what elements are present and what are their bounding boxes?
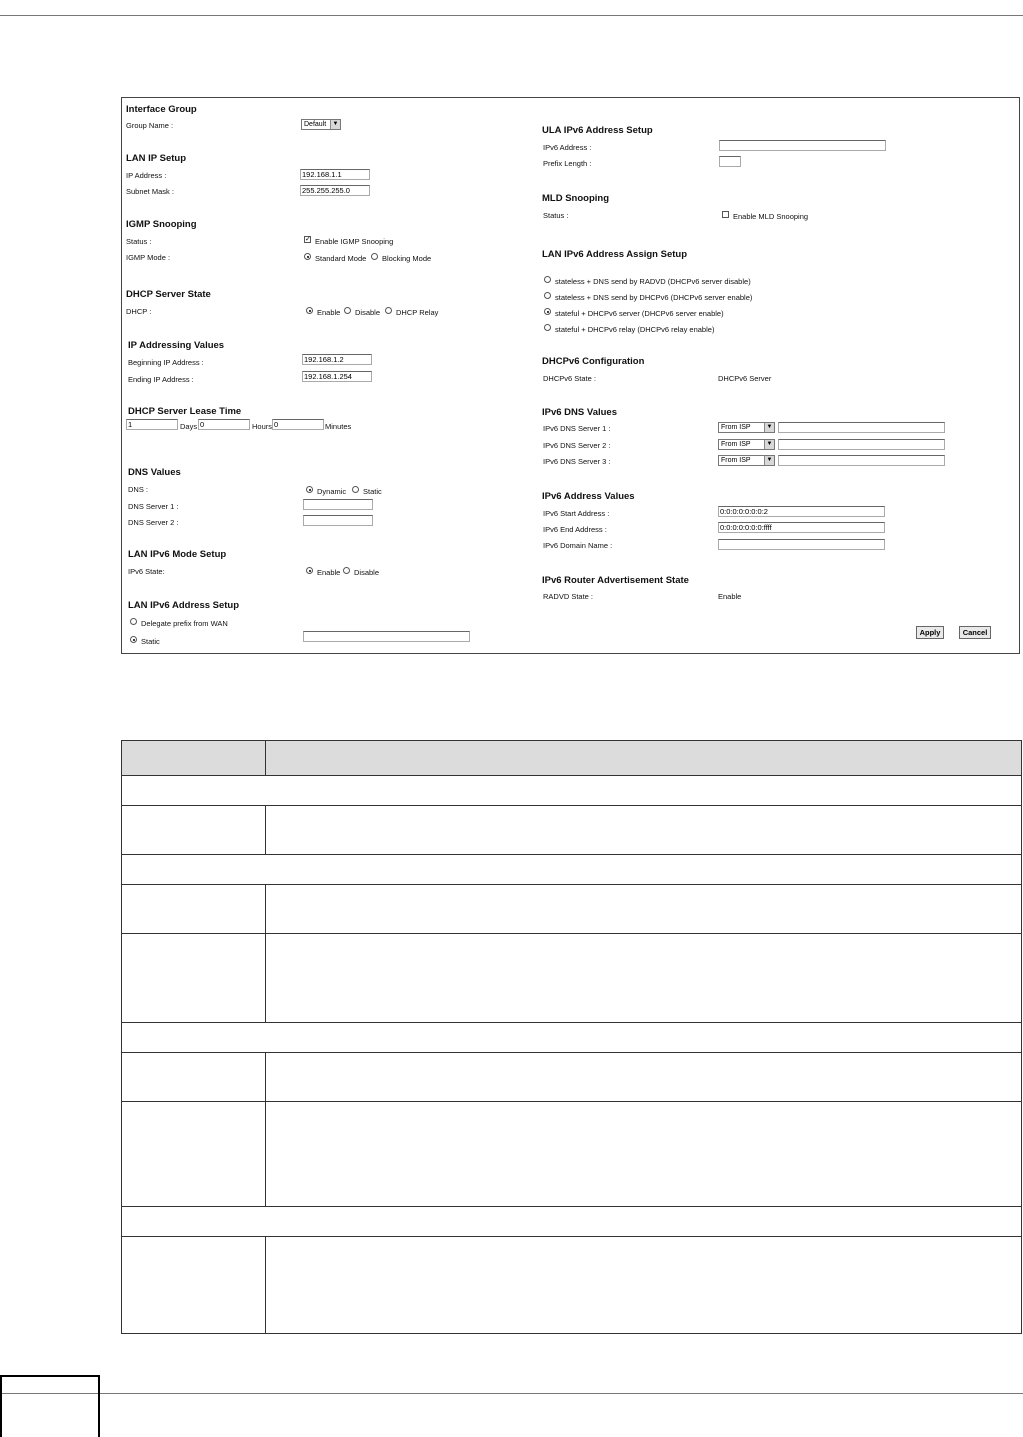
ip-address-label: IP Address : xyxy=(126,171,167,180)
ula-address-label: IPv6 Address : xyxy=(543,143,592,152)
ipv6-mode-title: LAN IPv6 Mode Setup xyxy=(128,549,227,560)
beginning-ip-label: Beginning IP Address : xyxy=(128,358,204,367)
table-row xyxy=(122,806,1022,855)
footer-rule xyxy=(0,1393,1023,1394)
dns-server1-input[interactable] xyxy=(303,499,373,510)
field-description-table xyxy=(121,740,1022,1334)
lease-time-title: DHCP Server Lease Time xyxy=(128,406,242,417)
ipv6-domain-input[interactable] xyxy=(718,539,885,550)
blocking-mode-radio[interactable] xyxy=(371,253,378,260)
table-cell xyxy=(122,934,266,1023)
standard-mode-radio[interactable] xyxy=(304,253,311,260)
table-cell xyxy=(266,1102,1022,1207)
igmp-enable-label: Enable IGMP Snooping xyxy=(315,237,394,246)
ipv6-dns1-value: From ISP xyxy=(721,424,751,431)
dns-static-radio[interactable] xyxy=(352,486,359,493)
dns-label: DNS : xyxy=(128,485,149,494)
dns-values-title: DNS Values xyxy=(128,467,181,478)
hours-label: Hours xyxy=(252,422,273,431)
page-number-box xyxy=(0,1375,100,1437)
assign-option-2-radio[interactable] xyxy=(544,292,551,299)
ipv6-dns2-value: From ISP xyxy=(721,441,751,448)
ipv6-dns3-select[interactable] xyxy=(718,455,775,466)
table-cell xyxy=(266,885,1022,934)
dns-static-label: Static xyxy=(363,487,382,496)
delegate-prefix-label: Delegate prefix from WAN xyxy=(141,619,228,628)
lan-setup-screenshot xyxy=(121,97,1020,654)
lan-ip-setup-title: LAN IP Setup xyxy=(126,153,186,164)
table-section-row xyxy=(122,1207,1022,1237)
table-section-cell xyxy=(122,1023,1022,1053)
chevron-down-icon: ▼ xyxy=(764,456,774,465)
beginning-ip-input[interactable]: 192.168.1.2 xyxy=(302,354,372,365)
table-cell xyxy=(266,934,1022,1023)
ending-ip-input[interactable]: 192.168.1.254 xyxy=(302,371,372,382)
assign-option-1-radio[interactable] xyxy=(544,276,551,283)
blocking-mode-label: Blocking Mode xyxy=(382,254,432,263)
dns-dynamic-label: Dynamic xyxy=(317,487,347,496)
dhcp-relay-radio[interactable] xyxy=(385,307,392,314)
ipv6-dns2-input[interactable] xyxy=(778,439,945,450)
table-cell xyxy=(122,1102,266,1207)
table-cell xyxy=(266,806,1022,855)
table-cell xyxy=(122,1237,266,1334)
lease-minutes-input[interactable]: 0 xyxy=(272,419,324,430)
igmp-enable-checkbox[interactable]: ✓ xyxy=(305,236,311,243)
ipv6-start-label: IPv6 Start Address : xyxy=(543,509,610,518)
table-row xyxy=(122,1053,1022,1102)
mld-enable-checkbox[interactable] xyxy=(722,211,729,218)
ipv6-dns1-select[interactable] xyxy=(718,422,775,433)
days-label: Days xyxy=(180,422,198,431)
mld-title: MLD Snooping xyxy=(542,193,610,204)
ipv6-dns1-label: IPv6 DNS Server 1 : xyxy=(543,424,611,433)
table-row xyxy=(122,1102,1022,1207)
dhcp-enable-radio[interactable] xyxy=(306,307,313,314)
group-name-value: Default xyxy=(304,121,327,128)
ipv6-enable-label: Enable xyxy=(317,568,341,577)
ip-addressing-title: IP Addressing Values xyxy=(128,340,225,351)
table-header-cell xyxy=(122,741,266,776)
dns-server1-label: DNS Server 1 : xyxy=(128,502,179,511)
table-section-row xyxy=(122,1023,1022,1053)
ip-address-input[interactable]: 192.168.1.1 xyxy=(300,169,370,180)
ula-prefix-label: Prefix Length : xyxy=(543,159,592,168)
dhcp-disable-radio[interactable] xyxy=(344,307,351,314)
ipv6-dns3-input[interactable] xyxy=(778,455,945,466)
ending-ip-label: Ending IP Address : xyxy=(128,375,194,384)
static-prefix-label: Static xyxy=(141,637,160,646)
table-section-cell xyxy=(122,776,1022,806)
ipv6-dns3-label: IPv6 DNS Server 3 : xyxy=(543,457,611,466)
table-cell xyxy=(122,1053,266,1102)
ipv6-disable-radio[interactable] xyxy=(343,567,350,574)
table-header-cell xyxy=(266,741,1022,776)
ipv6-enable-radio[interactable] xyxy=(306,567,313,574)
delegate-prefix-radio[interactable] xyxy=(130,618,137,625)
assign-option-4-label: stateful + DHCPv6 relay (DHCPv6 relay enable) xyxy=(555,325,715,334)
dhcp-server-state-title: DHCP Server State xyxy=(126,289,211,300)
igmp-status-label: Status : xyxy=(126,237,152,246)
table-section-cell xyxy=(122,1207,1022,1237)
chevron-down-icon: ▼ xyxy=(330,120,340,129)
interface-group-title: Interface Group xyxy=(126,104,197,115)
ipv6-end-label: IPv6 End Address : xyxy=(543,525,607,534)
table-row xyxy=(122,934,1022,1023)
dhcpv6-config-title: DHCPv6 Configuration xyxy=(542,356,645,367)
table-cell xyxy=(266,1237,1022,1334)
static-prefix-radio[interactable] xyxy=(130,636,137,643)
radvd-state-label: RADVD State : xyxy=(543,592,594,601)
table-cell xyxy=(122,885,266,934)
apply-button[interactable]: Apply xyxy=(916,626,944,639)
dns-server2-label: DNS Server 2 : xyxy=(128,518,179,527)
assign-option-2-label: stateless + DNS send by DHCPv6 (DHCPv6 server enable) xyxy=(555,293,753,302)
static-prefix-input[interactable] xyxy=(303,631,470,642)
dhcpv6-state-value: DHCPv6 Server xyxy=(718,374,772,383)
dhcpv6-state-label: DHCPv6 State : xyxy=(543,374,596,383)
dhcp-label: DHCP : xyxy=(126,307,152,316)
dhcp-disable-label: Disable xyxy=(355,308,381,317)
ula-address-input[interactable] xyxy=(719,140,886,151)
ipv6-disable-label: Disable xyxy=(354,568,380,577)
header-rule xyxy=(0,15,1023,16)
radvd-title: IPv6 Router Advertisement State xyxy=(542,575,689,586)
lease-days-input[interactable]: 1 xyxy=(126,419,178,430)
cancel-button[interactable]: Cancel xyxy=(959,626,991,639)
assign-option-3-radio[interactable] xyxy=(544,308,551,315)
group-name-label: Group Name : xyxy=(126,121,174,130)
dhcp-enable-label: Enable xyxy=(317,308,341,317)
ipv6-dns2-select[interactable] xyxy=(718,439,775,450)
ula-title: ULA IPv6 Address Setup xyxy=(542,125,653,136)
ipv6-address-setup-title: LAN IPv6 Address Setup xyxy=(128,600,240,611)
lease-hours-input[interactable]: 0 xyxy=(198,419,250,430)
chevron-down-icon: ▼ xyxy=(764,440,774,449)
table-row xyxy=(122,1237,1022,1334)
table-row xyxy=(122,885,1022,934)
group-name-select[interactable] xyxy=(301,119,341,130)
ipv6-address-values-title: IPv6 Address Values xyxy=(542,491,635,502)
ipv6-dns-title: IPv6 DNS Values xyxy=(542,407,617,418)
igmp-mode-label: IGMP Mode : xyxy=(126,253,171,262)
dns-dynamic-radio[interactable] xyxy=(306,486,313,493)
ipv6-start-input[interactable]: 0:0:0:0:0:0:0:2 xyxy=(718,506,885,517)
table-cell xyxy=(266,1053,1022,1102)
ipv6-end-input[interactable]: 0:0:0:0:0:0:0:ffff xyxy=(718,522,885,533)
mld-enable-label: Enable MLD Snooping xyxy=(733,212,809,221)
minutes-label: Minutes xyxy=(325,422,352,431)
standard-mode-label: Standard Mode xyxy=(315,254,367,263)
radvd-state-value: Enable xyxy=(718,592,742,601)
assign-option-3-label: stateful + DHCPv6 server (DHCPv6 server enable) xyxy=(555,309,724,318)
igmp-snooping-title: IGMP Snooping xyxy=(126,219,197,230)
assign-option-1-label: stateless + DNS send by RADVD (DHCPv6 server disable) xyxy=(555,277,751,286)
subnet-mask-input[interactable]: 255.255.255.0 xyxy=(300,185,370,196)
ipv6-domain-label: IPv6 Domain Name : xyxy=(543,541,613,550)
assign-option-4-radio[interactable] xyxy=(544,324,551,331)
table-section-row xyxy=(122,855,1022,885)
ipv6-state-label: IPv6 State: xyxy=(128,567,165,576)
table-cell xyxy=(122,806,266,855)
subnet-mask-label: Subnet Mask : xyxy=(126,187,174,196)
table-section-row xyxy=(122,776,1022,806)
table-section-cell xyxy=(122,855,1022,885)
dns-server2-input[interactable] xyxy=(303,515,373,526)
assign-setup-title: LAN IPv6 Address Assign Setup xyxy=(542,249,687,260)
mld-status-label: Status : xyxy=(543,211,569,220)
dhcp-relay-label: DHCP Relay xyxy=(396,308,439,317)
ipv6-dns1-input[interactable] xyxy=(778,422,945,433)
ipv6-dns3-value: From ISP xyxy=(721,457,751,464)
chevron-down-icon: ▼ xyxy=(764,423,774,432)
ula-prefix-input[interactable] xyxy=(719,156,741,167)
ipv6-dns2-label: IPv6 DNS Server 2 : xyxy=(543,441,611,450)
table-header-row xyxy=(122,741,1022,776)
